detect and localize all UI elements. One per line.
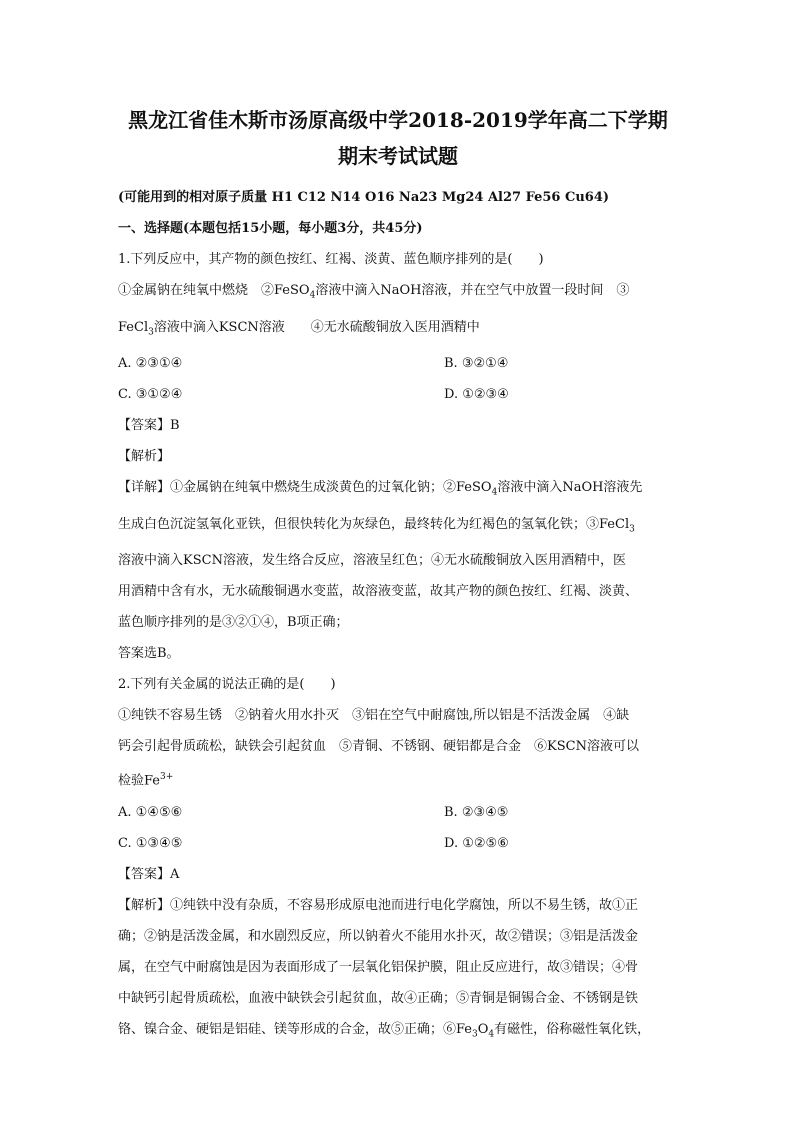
q2-answer: 【答案】A bbox=[118, 866, 180, 882]
q2-items-line3: 检验$Fe^{3+}$ bbox=[118, 772, 174, 789]
doc-title-line2: 期末考试试题 bbox=[338, 144, 458, 168]
q1-options-row1 bbox=[118, 348, 678, 379]
q2-options-row2 bbox=[118, 828, 678, 859]
q2-option-a: A. ①④⑤⑥ bbox=[118, 804, 183, 820]
q1-options-row2 bbox=[118, 379, 678, 410]
q1-option-d: D. ①②③④ bbox=[444, 387, 509, 403]
q2-option-c: C. ①③④⑤ bbox=[118, 835, 183, 851]
q2-analysis-line3: 属，在空气中耐腐蚀是因为表面形成了一层氧化铝保护膜，阻止反应进行，故③错误；④骨 bbox=[118, 959, 639, 975]
atomic-masses-note: (可能用到的相对原子质量 H1 C12 N14 O16 Na23 Mg24 Al27 Fe56 Cu64) bbox=[118, 190, 610, 205]
q2-items-line1: ①纯铁不容易生锈 ②钠着火用水扑灭 ③铝在空气中耐腐蚀,所以铝是不活泼金属 ④缺 bbox=[118, 708, 630, 724]
q1-detail-line5: 蓝色顺序排列的是③②①④，B项正确； bbox=[118, 615, 349, 631]
q1-option-c: C. ③①②④ bbox=[118, 387, 183, 403]
q1-stem: 1.下列反应中，其产物的颜色按红、红褐、淡黄、蓝色顺序排列的是( ) bbox=[118, 252, 544, 267]
q1-detail-line4: 用酒精中含有水，无水硫酸铜遇水变蓝，故溶液变蓝，故其产物的颜色按红、红褐、淡黄、 bbox=[118, 584, 639, 600]
q2-analysis-line4: 中缺钙引起骨质疏松，血液中缺铁会引起贫血，故④正确；⑤青铜是铜锡合金、不锈钢是铁 bbox=[118, 990, 639, 1006]
q1-detail-line1: 【详解】①金属钠在纯氧中燃烧生成淡黄色的过氧化钠；②FeSO$_4$溶液中滴入NaOH溶液先 bbox=[118, 480, 643, 498]
q2-analysis-line2: 确；②钠是活泼金属，和水剧烈反应，所以钠着火不能用水扑灭，故②错误；③铝是活泼金 bbox=[118, 928, 639, 944]
q1-conclusion: 答案选B。 bbox=[118, 646, 180, 662]
q1-option-b: B. ③②①④ bbox=[444, 356, 509, 372]
q1-items-line2: FeCl$_3$溶液中滴入KSCN溶液 ④无水硫酸铜放入医用酒精中 bbox=[118, 319, 480, 338]
q2-analysis-line5: 铬、镍合金、硬铝是铝硅、镁等形成的合金，故⑤正确；$⑥Fe_3O_4$有磁性，俗称磁性氧化铁， bbox=[118, 1021, 651, 1040]
q1-option-a: A. ②③①④ bbox=[118, 356, 183, 372]
section-heading: 一、选择题(本题包括15小题，每小题3分，共45分) bbox=[118, 221, 423, 236]
q2-analysis-line1: 【解析】①纯铁中没有杂质，不容易形成原电池而进行电化学腐蚀，所以不易生锈，故①正 bbox=[118, 897, 639, 913]
q2-option-d: D. ①②⑤⑥ bbox=[444, 835, 509, 851]
doc-title-line1: 黑龙江省佳木斯市汤原高级中学2018-2019学年高二下学期 bbox=[128, 108, 668, 132]
q1-analysis-label: 【解析】 bbox=[118, 449, 171, 465]
q1-items-line1: ①金属钠在纯氧中燃烧 ②FeSO$_4$溶液中滴入NaOH溶液，并在空气中放置一段时间 ③ bbox=[118, 283, 630, 301]
q2-items-line2: 钙会引起骨质疏松，缺铁会引起贫血 ⑤青铜、不锈钢、硬铝都是合金 ⑥KSCN溶液可以 bbox=[118, 739, 639, 755]
q1-detail-line2: 生成白色沉淀氢氧化亚铁，但很快转化为灰绿色，最终转化为红褐色的氢氧化铁；③FeCl$_3$ bbox=[118, 516, 635, 535]
q2-options-row1 bbox=[118, 797, 678, 828]
q2-option-b: B. ②③④⑤ bbox=[444, 804, 509, 820]
document-content bbox=[118, 102, 678, 1050]
q1-answer: 【答案】B bbox=[118, 418, 180, 434]
q2-stem: 2.下列有关金属的说法正确的是( ) bbox=[118, 677, 336, 693]
q1-detail-line3: 溶液中滴入KSCN溶液，发生络合反应，溶液呈红色；④无水硫酸铜放入医用酒精中，医 bbox=[118, 553, 626, 569]
